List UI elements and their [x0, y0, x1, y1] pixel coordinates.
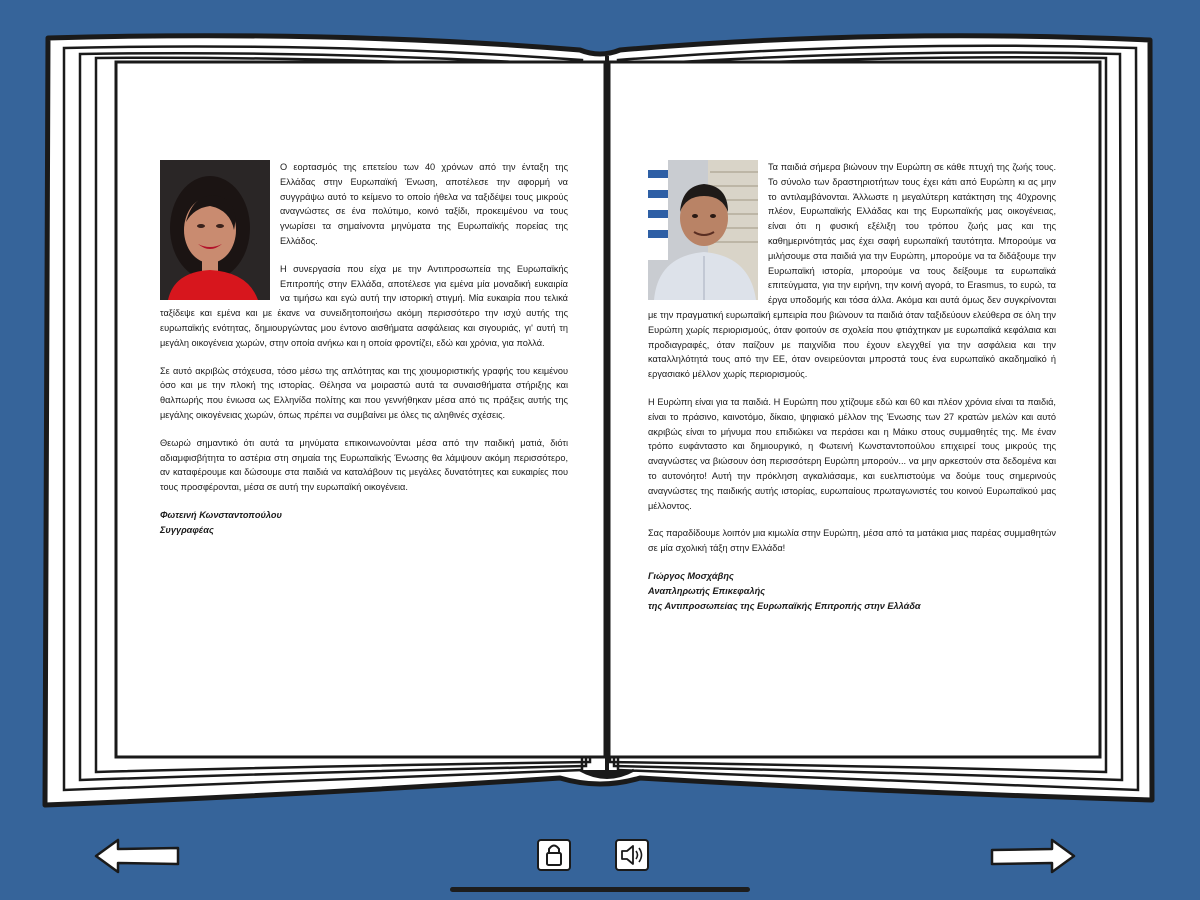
arrow-right-icon — [988, 836, 1078, 876]
speaker-icon — [614, 838, 650, 872]
lock-button[interactable] — [536, 838, 572, 872]
arrow-left-icon — [92, 836, 182, 876]
right-paragraph-1: Τα παιδιά σήμερα βιώνουν την Ευρώπη σε κάθε πτυχή της ζωής τους. Το σύνολο των δραστηριοτήτων τους έχει κάτι από Ευρώπη κι ας μην το αντιλαμβάνονται. Άλλωστε η μεγαλύτερη κατάκτηση της 40χρονης πλέον, Ευρωπαϊκής Ελλάδας και της Ευρωπαϊκής μας οικογένειας, είναι ότι η φυσική εξέλιξη του τρόπου ζωής μας και της καθημερινότητάς μας έχει σαφή ευρωπαϊκή ταυτότητα. Μπορούμε να μιλήσουμε στα παιδιά για την Ευρώπη, μπορούμε να τα διδάξουμε την Ευρωπαϊκή ιστορία, μπορούμε να τους δείξουμε τα ευρωπαϊκά επιτεύγματα, για την ειρήνη, την κοινή αγορά, το Erasmus, το ευρώ, τα έργα υποδομής και τόσα άλλα. Ακόμα και αυτά όμως δεν συγκρίνονται με την πραγματική ευρωπαϊκή εμπειρία που βιώνουν τα παιδιά όταν ταξιδεύουν ελεύθερα σε όλη την Ευρώπη χωρίς περιορισμούς, όταν φοιτούν σε σχολεία που φτιάχτηκαν με ευρωπαϊκά κεφάλαια και προδιαγραφές, όταν παίζουν με παιχνίδια που έχουν ελεγχθεί για την ασφάλεια και την καταλληλότητά τους από την ΕΕ, όταν ονειρεύονται μπροστά τους ένα ευρωπαϊκό ακαδημαϊκό ή εργασιακό μέλλον χωρίς περιορισμούς. — [648, 162, 1056, 380]
author-name: Φωτεινή Κωνσταντοπούλου — [160, 509, 282, 520]
sound-button[interactable] — [614, 838, 650, 872]
author-photo — [160, 160, 270, 300]
left-paragraph-1: Ο εορτασμός της επετείου των 40 χρόνων από την ένταξη της Ελλάδας στην Ευρωπαϊκή Ένωση, αποτέλεσε την αφορμή να συγγράψω αυτό το κείμενο το οποίο ήθελα να ταξιδέψει τους μικρούς αναγνώστες σε ένα πολύτιμο, κοινό ταξίδι, προκειμένου να τους γνωρίσει τα σημαίνοντα μηνύματα της Ευρωπαϊκής πορείας της Ελλάδος. — [280, 162, 568, 246]
portrait-photo-man-icon — [648, 160, 758, 300]
previous-page-button[interactable] — [92, 836, 182, 876]
left-paragraph-3: Σε αυτό ακριβώς στόχευσα, τόσο μέσω της απλότητας και της χιουμοριστικής γραφής του κειμένου όσο και με την πλοκή της ιστορίας. Θέλησα να μοιραστώ αυτά τα συναισθήματα στήριξης και θαλπωρής που ένιωσα ως Ελληνίδα πολίτης και που γεννήθηκαν μέσα από τις πράξεις αυτής της μεγάλης οικογένειας χωρών, όπως πρέπει να συμβαίνει με όλες τις αληθινές σχέσεις. — [160, 365, 568, 420]
next-page-button[interactable] — [988, 836, 1078, 876]
right-page — [648, 160, 1056, 613]
signatory-role: Αναπληρωτής Επικεφαλής — [648, 585, 766, 596]
right-paragraph-3: Σας παραδίδουμε λοιπόν μια κιμωλία στην Ευρώπη, μέσα από τα ματάκια μιας παρέας συμμαθητών σε μία σχολική τάξη στην Ελλάδα! — [648, 528, 1056, 554]
right-signature — [648, 569, 1056, 613]
deputy-head-photo — [648, 160, 758, 300]
left-page — [160, 160, 568, 538]
left-signature — [160, 508, 568, 538]
home-indicator[interactable] — [450, 887, 750, 892]
signatory-organization: της Αντιπροσωπείας της Ευρωπαϊκής Επιτροπής στην Ελλάδα — [648, 600, 921, 611]
right-paragraph-2: Η Ευρώπη είναι για τα παιδιά. Η Ευρώπη που χτίζουμε εδώ και 60 και πλέον χρόνια είναι τα παιδιά, είναι το πράσινο, καινοτόμο, δίκαιο, ψηφιακό μέλλον της Ένωσης των 27 κρατών μελών και αυτό ακριβώς είναι το μήνυμα που επιδιώκει να περάσει και η Μάικυ στους συμμαθητές της. Με έναν τρόπο ευφάνταστο και δημιουργικό, η Φωτεινή Κωνσταντοπούλου επιχειρεί τους μικρούς της αναγνώστες να βιώσουν όση περισσότερη Ευρώπη μπορούν... να μην αρκεστούν στα δεδομένα και το αυτονόητο! Αυτή την πρόκληση αγκαλιάσαμε, και ευελπιστούμε να δούμε τους σημερινούς αναγνώστες της παιδικής αυτής ιστορίας, ευρωπαίους πρωταγωνιστές του κοινού Ευρωπαϊκού μας μέλλοντος. — [648, 396, 1056, 511]
left-paragraph-2: Η συνεργασία που είχα με την Αντιπροσωπεία της Ευρωπαϊκής Επιτροπής στην Ελλάδα, αποτέλεσε για εμένα μία μοναδική ευκαιρία να τιμήσω και εγώ αυτή την ιστορική στιγμή. Μία ευκαιρία που τελικά ταξίδεψε και εμένα και με έκανε να συνειδητοποιήσω ακόμη περισσότερο την ισχύ αυτής της ευρωπαϊκής ενότητας, δημιουργώντας μου έντονο αισθήματα ασφάλειας και σιγουριάς, γι' αυτή τη μεγάλη οικογένεια χωρών, στην οποία ανήκω και η οποία φροντίζει, εδώ και χρόνια, για πολλά. — [160, 263, 568, 348]
author-role: Συγγραφέας — [160, 524, 214, 535]
signatory-name: Γιώργος Μοσχάβης — [648, 570, 734, 581]
left-paragraph-4: Θεωρώ σημαντικό ότι αυτά τα μηνύματα επικοινωνούνται μέσα από την παιδική ματιά, διότι αδιαμφισβήτητα το αστέρια στη σημαία της Ευρωπαϊκής Ένωσης θα λάμψουν ακόμη περισσότερο, αν καταφέρουμε και δώσουμε στα παιδιά να καταλάβουν τις μεγάλες δυνατότητες και ευκαιρίες που τους προσφέρονται, μέσα σε αυτή την ευρωπαϊκή οικογένεια. — [160, 437, 568, 493]
portrait-photo-woman-icon — [160, 160, 270, 300]
lock-icon — [536, 838, 572, 872]
